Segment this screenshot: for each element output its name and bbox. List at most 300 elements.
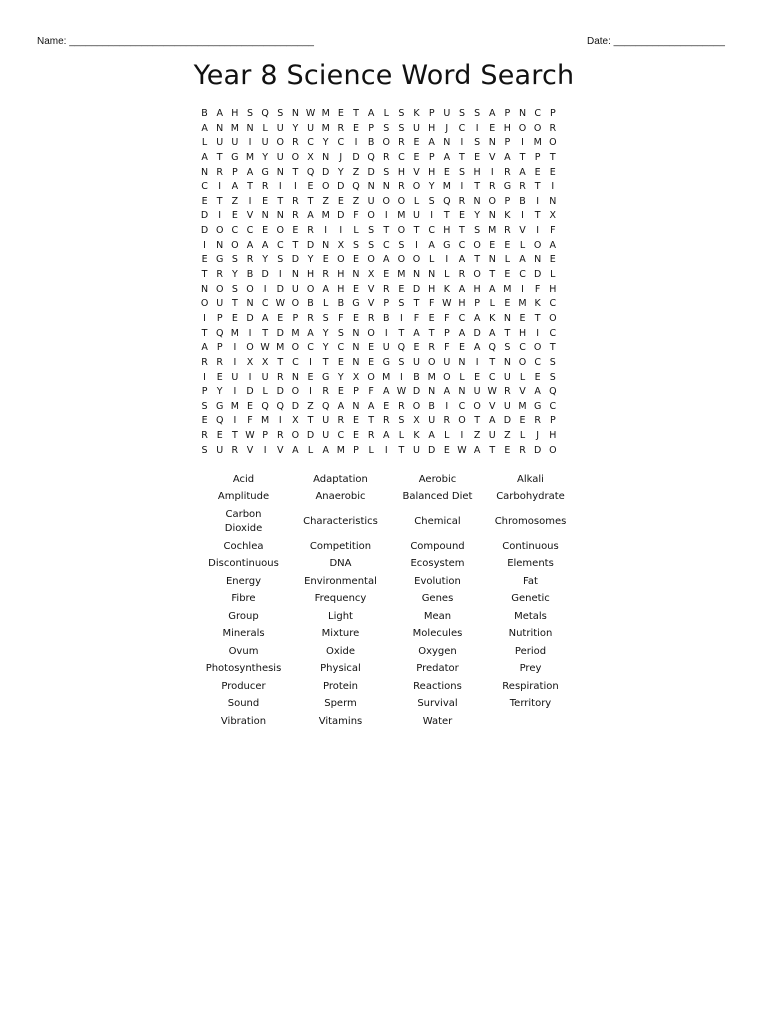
grid-letter[interactable]: T xyxy=(489,356,496,368)
grid-letter[interactable]: Z xyxy=(473,430,481,442)
grid-letter[interactable]: E xyxy=(368,356,375,368)
grid-letter[interactable]: I xyxy=(278,181,282,193)
grid-letter[interactable]: U xyxy=(307,122,315,134)
grid-letter[interactable]: Y xyxy=(216,386,223,398)
grid-letter[interactable]: H xyxy=(428,122,436,134)
grid-letter[interactable]: L xyxy=(262,122,268,134)
grid-letter[interactable]: L xyxy=(429,254,435,266)
grid-letter[interactable]: R xyxy=(292,195,299,207)
grid-letter[interactable]: U xyxy=(322,415,330,427)
grid-letter[interactable]: C xyxy=(337,342,345,354)
grid-letter[interactable]: I xyxy=(294,181,297,193)
grid-letter[interactable]: T xyxy=(534,181,541,193)
grid-letter[interactable]: I xyxy=(248,137,252,149)
grid-letter[interactable]: O xyxy=(412,181,421,193)
grid-letter[interactable]: S xyxy=(231,283,238,295)
grid-letter[interactable]: Y xyxy=(231,269,238,281)
grid-letter[interactable]: D xyxy=(534,269,542,281)
grid-letter[interactable]: T xyxy=(549,342,556,354)
grid-letter[interactable]: C xyxy=(246,225,254,237)
grid-letter[interactable]: I xyxy=(309,356,312,368)
grid-letter[interactable]: S xyxy=(398,298,405,310)
grid-letter[interactable]: A xyxy=(458,327,466,339)
grid-letter[interactable]: S xyxy=(352,239,359,251)
grid-letter[interactable]: E xyxy=(277,312,284,324)
grid-letter[interactable]: P xyxy=(504,108,511,119)
grid-letter[interactable]: N xyxy=(382,181,390,193)
grid-letter[interactable]: N xyxy=(367,181,375,193)
grid-letter[interactable]: R xyxy=(504,225,511,237)
grid-letter[interactable]: D xyxy=(306,239,315,251)
grid-letter[interactable]: E xyxy=(504,239,511,251)
grid-letter[interactable]: M xyxy=(245,151,255,163)
grid-letter[interactable]: A xyxy=(519,254,526,266)
grid-letter[interactable]: O xyxy=(397,225,406,237)
grid-letter[interactable]: B xyxy=(201,108,208,119)
grid-letter[interactable]: F xyxy=(534,283,541,295)
grid-letter[interactable]: Y xyxy=(322,137,329,149)
grid-letter[interactable]: T xyxy=(489,269,496,281)
grid-letter[interactable]: N xyxy=(352,342,360,354)
grid-letter[interactable]: A xyxy=(473,342,481,354)
grid-letter[interactable]: D xyxy=(337,210,345,222)
grid-letter[interactable]: I xyxy=(475,356,479,368)
grid-letter[interactable]: M xyxy=(321,108,330,119)
grid-letter[interactable]: I xyxy=(324,225,328,237)
grid-letter[interactable]: F xyxy=(353,210,359,222)
grid-letter[interactable]: U xyxy=(261,137,269,149)
grid-letter[interactable]: S xyxy=(368,239,375,251)
grid-letter[interactable]: S xyxy=(277,254,284,266)
grid-letter[interactable]: T xyxy=(231,430,238,442)
grid-letter[interactable]: I xyxy=(203,312,206,324)
grid-letter[interactable]: T xyxy=(353,108,359,119)
grid-letter[interactable]: E xyxy=(352,254,359,266)
grid-letter[interactable]: I xyxy=(430,210,434,222)
grid-letter[interactable]: V xyxy=(277,444,284,456)
grid-letter[interactable]: A xyxy=(367,108,375,119)
grid-letter[interactable]: N xyxy=(201,166,209,178)
grid-letter[interactable]: I xyxy=(399,371,403,383)
grid-letter[interactable]: O xyxy=(276,137,285,149)
grid-letter[interactable]: I xyxy=(278,269,282,281)
grid-letter[interactable]: R xyxy=(504,166,511,178)
grid-letter[interactable]: O xyxy=(246,283,254,295)
grid-letter[interactable]: O xyxy=(518,122,527,134)
grid-letter[interactable]: L xyxy=(459,371,465,383)
grid-letter[interactable]: D xyxy=(276,327,284,339)
grid-letter[interactable]: G xyxy=(443,239,451,251)
grid-letter[interactable]: U xyxy=(231,137,239,149)
grid-letter[interactable]: Y xyxy=(428,181,435,193)
grid-letter[interactable]: U xyxy=(216,298,224,310)
grid-letter[interactable]: N xyxy=(549,195,557,207)
grid-letter[interactable]: W xyxy=(442,298,452,310)
grid-letter[interactable]: S xyxy=(398,239,405,251)
grid-letter[interactable]: K xyxy=(413,108,420,119)
grid-letter[interactable]: S xyxy=(428,195,435,207)
grid-letter[interactable]: U xyxy=(382,342,390,354)
grid-letter[interactable]: P xyxy=(504,195,511,207)
grid-letter[interactable]: R xyxy=(519,181,526,193)
grid-letter[interactable]: T xyxy=(201,327,208,339)
grid-letter[interactable]: V xyxy=(519,386,526,398)
grid-letter[interactable]: V xyxy=(488,400,496,412)
grid-letter[interactable]: E xyxy=(352,283,359,295)
grid-letter[interactable]: L xyxy=(519,239,526,251)
grid-letter[interactable]: L xyxy=(201,137,208,149)
grid-letter[interactable]: A xyxy=(261,239,269,251)
grid-letter[interactable]: E xyxy=(458,210,465,222)
grid-letter[interactable]: S xyxy=(398,122,405,134)
grid-letter[interactable]: O xyxy=(291,386,300,398)
grid-letter[interactable]: A xyxy=(428,239,435,251)
grid-letter[interactable]: O xyxy=(427,356,436,368)
grid-letter[interactable]: P xyxy=(216,312,223,324)
grid-letter[interactable]: H xyxy=(231,108,239,119)
grid-letter[interactable]: C xyxy=(549,298,557,310)
grid-letter[interactable]: C xyxy=(488,371,496,383)
grid-letter[interactable]: I xyxy=(551,181,555,193)
grid-letter[interactable]: C xyxy=(337,137,345,149)
grid-letter[interactable]: M xyxy=(442,181,451,193)
grid-letter[interactable]: S xyxy=(474,108,481,119)
grid-letter[interactable]: R xyxy=(322,269,329,281)
grid-letter[interactable]: I xyxy=(536,195,540,207)
grid-letter[interactable]: N xyxy=(291,108,299,119)
grid-letter[interactable]: B xyxy=(519,195,526,207)
grid-letter[interactable]: M xyxy=(291,327,300,339)
grid-letter[interactable]: T xyxy=(428,327,435,339)
grid-letter[interactable]: A xyxy=(488,327,496,339)
grid-letter[interactable]: I xyxy=(233,415,237,427)
grid-letter[interactable]: N xyxy=(322,151,330,163)
grid-letter[interactable]: Q xyxy=(367,151,375,163)
grid-letter[interactable]: N xyxy=(246,122,254,134)
grid-letter[interactable]: S xyxy=(458,166,465,178)
grid-letter[interactable]: E xyxy=(322,254,329,266)
grid-letter[interactable]: U xyxy=(276,122,284,134)
grid-letter[interactable]: P xyxy=(368,122,374,134)
grid-letter[interactable]: A xyxy=(216,108,223,119)
grid-letter[interactable]: Q xyxy=(215,415,224,427)
grid-letter[interactable]: M xyxy=(518,298,527,310)
grid-letter[interactable]: V xyxy=(246,210,254,222)
grid-letter[interactable]: R xyxy=(337,122,345,134)
grid-letter[interactable]: X xyxy=(352,371,360,383)
grid-letter[interactable]: N xyxy=(473,195,481,207)
grid-letter[interactable]: I xyxy=(263,283,267,295)
grid-letter[interactable]: O xyxy=(382,137,390,149)
grid-letter[interactable]: E xyxy=(443,166,450,178)
grid-letter[interactable]: T xyxy=(519,151,526,163)
grid-letter[interactable]: M xyxy=(230,122,239,134)
grid-letter[interactable]: E xyxy=(504,269,511,281)
grid-letter[interactable]: I xyxy=(233,342,237,354)
grid-letter[interactable]: W xyxy=(305,108,316,119)
grid-letter[interactable]: R xyxy=(276,371,284,383)
grid-letter[interactable]: U xyxy=(216,444,224,456)
grid-letter[interactable]: T xyxy=(368,415,375,427)
grid-letter[interactable]: O xyxy=(473,400,481,412)
grid-letter[interactable]: C xyxy=(519,342,526,354)
grid-letter[interactable]: R xyxy=(382,283,390,295)
grid-letter[interactable]: M xyxy=(276,342,285,354)
grid-letter[interactable]: A xyxy=(383,386,390,398)
grid-letter[interactable]: N xyxy=(291,371,299,383)
grid-letter[interactable]: F xyxy=(444,312,450,324)
grid-letter[interactable]: D xyxy=(352,151,360,163)
grid-letter[interactable]: M xyxy=(261,415,270,427)
grid-letter[interactable]: B xyxy=(337,298,345,310)
grid-letter[interactable]: L xyxy=(550,269,556,281)
grid-letter[interactable]: D xyxy=(291,400,300,412)
grid-letter[interactable]: O xyxy=(412,400,421,412)
grid-letter[interactable]: O xyxy=(533,239,542,251)
grid-letter[interactable]: I xyxy=(203,239,206,251)
grid-letter[interactable]: H xyxy=(473,283,481,295)
grid-letter[interactable]: A xyxy=(383,254,390,266)
grid-letter[interactable]: U xyxy=(413,444,421,456)
grid-letter[interactable]: I xyxy=(263,444,267,456)
grid-letter[interactable]: J xyxy=(536,430,540,442)
grid-letter[interactable]: T xyxy=(201,269,208,281)
grid-letter[interactable]: Y xyxy=(262,254,269,266)
grid-letter[interactable]: I xyxy=(521,210,524,222)
grid-letter[interactable]: D xyxy=(246,312,254,324)
grid-letter[interactable]: W xyxy=(487,386,497,398)
grid-letter[interactable]: S xyxy=(383,122,390,134)
grid-letter[interactable]: I xyxy=(233,386,237,398)
grid-letter[interactable]: A xyxy=(443,386,451,398)
grid-letter[interactable]: M xyxy=(336,444,345,456)
grid-letter[interactable]: P xyxy=(474,298,480,310)
grid-letter[interactable]: T xyxy=(307,195,314,207)
grid-letter[interactable]: G xyxy=(216,400,224,412)
grid-letter[interactable]: I xyxy=(339,225,343,237)
grid-letter[interactable]: P xyxy=(292,312,299,324)
grid-letter[interactable]: H xyxy=(518,327,527,339)
grid-letter[interactable]: A xyxy=(488,283,496,295)
grid-letter[interactable]: O xyxy=(533,122,542,134)
grid-letter[interactable]: A xyxy=(534,386,541,398)
grid-letter[interactable]: V xyxy=(367,298,375,310)
grid-letter[interactable]: E xyxy=(337,108,344,119)
grid-letter[interactable]: E xyxy=(413,342,420,354)
grid-letter[interactable]: T xyxy=(474,254,480,266)
grid-letter[interactable]: T xyxy=(474,181,480,193)
grid-letter[interactable]: C xyxy=(307,342,314,354)
grid-letter[interactable]: M xyxy=(230,327,239,339)
grid-letter[interactable]: P xyxy=(549,108,556,119)
grid-letter[interactable]: U xyxy=(413,210,421,222)
grid-letter[interactable]: I xyxy=(521,137,524,149)
grid-letter[interactable]: E xyxy=(231,312,238,324)
grid-letter[interactable]: Q xyxy=(488,342,496,354)
grid-letter[interactable]: D xyxy=(412,283,421,295)
grid-letter[interactable]: U xyxy=(231,371,239,383)
grid-letter[interactable]: E xyxy=(262,195,269,207)
grid-letter[interactable]: N xyxy=(261,210,269,222)
grid-letter[interactable]: Y xyxy=(262,151,269,163)
grid-letter[interactable]: P xyxy=(216,342,223,354)
grid-letter[interactable]: Q xyxy=(215,327,224,339)
grid-letter[interactable]: U xyxy=(443,356,451,368)
grid-letter[interactable]: S xyxy=(368,225,375,237)
grid-letter[interactable]: E xyxy=(398,283,405,295)
grid-letter[interactable]: A xyxy=(443,151,451,163)
grid-letter[interactable]: D xyxy=(428,444,436,456)
grid-letter[interactable]: F xyxy=(428,298,435,310)
grid-letter[interactable]: B xyxy=(413,371,420,383)
grid-letter[interactable]: W xyxy=(457,444,467,456)
grid-letter[interactable]: R xyxy=(458,195,466,207)
grid-letter[interactable]: M xyxy=(503,283,512,295)
grid-letter[interactable]: E xyxy=(201,415,208,427)
grid-letter[interactable]: C xyxy=(534,356,541,368)
grid-letter[interactable]: O xyxy=(367,210,375,222)
grid-letter[interactable]: I xyxy=(384,210,388,222)
grid-letter[interactable]: R xyxy=(307,312,314,324)
grid-letter[interactable]: M xyxy=(397,269,406,281)
grid-letter[interactable]: Y xyxy=(322,327,329,339)
grid-letter[interactable]: D xyxy=(322,166,330,178)
grid-letter[interactable]: H xyxy=(306,269,315,281)
grid-letter[interactable]: U xyxy=(276,151,284,163)
grid-letter[interactable]: I xyxy=(536,225,540,237)
grid-letter[interactable]: N xyxy=(534,254,542,266)
grid-letter[interactable]: S xyxy=(231,254,238,266)
grid-letter[interactable]: E xyxy=(413,151,420,163)
grid-letter[interactable]: A xyxy=(261,312,269,324)
grid-letter[interactable]: X xyxy=(549,210,557,222)
grid-letter[interactable]: Y xyxy=(337,166,344,178)
grid-letter[interactable]: L xyxy=(353,225,359,237)
grid-letter[interactable]: P xyxy=(428,151,435,163)
grid-letter[interactable]: T xyxy=(413,298,420,310)
grid-letter[interactable]: O xyxy=(473,239,481,251)
grid-letter[interactable]: L xyxy=(323,298,329,310)
grid-letter[interactable]: N xyxy=(518,108,527,119)
grid-letter[interactable]: O xyxy=(291,151,300,163)
grid-letter[interactable]: I xyxy=(536,327,540,339)
grid-letter[interactable]: C xyxy=(382,239,390,251)
grid-letter[interactable]: L xyxy=(383,108,389,119)
grid-letter[interactable]: U xyxy=(291,283,299,295)
grid-letter[interactable]: L xyxy=(307,444,314,456)
grid-letter[interactable]: A xyxy=(337,400,345,412)
grid-letter[interactable]: I xyxy=(475,122,479,134)
grid-letter[interactable]: E xyxy=(352,415,359,427)
grid-letter[interactable]: G xyxy=(503,181,512,193)
grid-letter[interactable]: E xyxy=(383,269,390,281)
grid-letter[interactable]: G xyxy=(231,151,239,163)
grid-letter[interactable]: C xyxy=(276,239,284,251)
grid-letter[interactable]: H xyxy=(549,430,557,442)
grid-letter[interactable]: H xyxy=(428,166,436,178)
grid-letter[interactable]: R xyxy=(322,386,329,398)
grid-letter[interactable]: S xyxy=(201,400,208,412)
grid-letter[interactable]: F xyxy=(444,342,450,354)
grid-letter[interactable]: O xyxy=(382,195,390,207)
grid-letter[interactable]: E xyxy=(549,166,556,178)
grid-letter[interactable]: C xyxy=(292,356,299,368)
grid-letter[interactable]: X xyxy=(246,356,254,368)
grid-letter[interactable]: O xyxy=(231,239,239,251)
grid-letter[interactable]: E xyxy=(246,400,253,412)
grid-letter[interactable]: R xyxy=(534,415,541,427)
grid-letter[interactable]: N xyxy=(488,137,496,149)
grid-letter[interactable]: N xyxy=(276,210,284,222)
grid-letter[interactable]: M xyxy=(427,371,436,383)
grid-letter[interactable]: E xyxy=(428,312,435,324)
grid-letter[interactable]: X xyxy=(307,151,314,163)
grid-letter[interactable]: P xyxy=(504,137,511,149)
grid-letter[interactable]: U xyxy=(261,371,269,383)
grid-letter[interactable]: N xyxy=(488,210,496,222)
grid-letter[interactable]: O xyxy=(321,181,330,193)
grid-letter[interactable]: O xyxy=(367,254,375,266)
grid-letter[interactable]: F xyxy=(413,312,420,324)
grid-letter[interactable]: N xyxy=(503,312,511,324)
grid-letter[interactable]: R xyxy=(382,151,390,163)
grid-letter[interactable]: L xyxy=(444,430,450,442)
grid-letter[interactable]: I xyxy=(460,430,464,442)
grid-letter[interactable]: E xyxy=(549,254,556,266)
grid-letter[interactable]: E xyxy=(216,371,223,383)
grid-letter[interactable]: S xyxy=(383,166,390,178)
grid-letter[interactable]: A xyxy=(413,327,420,339)
grid-letter[interactable]: A xyxy=(322,444,329,456)
grid-letter[interactable]: R xyxy=(231,444,239,456)
grid-letter[interactable]: A xyxy=(488,108,496,119)
grid-letter[interactable]: R xyxy=(276,430,284,442)
grid-letter[interactable]: V xyxy=(488,151,496,163)
grid-letter[interactable]: E xyxy=(383,400,390,412)
grid-letter[interactable]: E xyxy=(292,225,299,237)
grid-letter[interactable]: R xyxy=(307,225,314,237)
grid-letter[interactable]: Q xyxy=(443,195,451,207)
grid-letter[interactable]: M xyxy=(321,210,330,222)
grid-letter[interactable]: S xyxy=(277,108,284,119)
grid-letter[interactable]: O xyxy=(291,430,300,442)
grid-letter[interactable]: A xyxy=(201,122,208,134)
grid-letter[interactable]: S xyxy=(504,342,511,354)
grid-letter[interactable]: R xyxy=(292,210,299,222)
grid-letter[interactable]: V xyxy=(519,225,526,237)
grid-letter[interactable]: E xyxy=(504,298,511,310)
grid-letter[interactable]: U xyxy=(216,137,224,149)
grid-letter[interactable]: A xyxy=(246,166,254,178)
grid-letter[interactable]: W xyxy=(275,298,285,310)
grid-letter[interactable]: I xyxy=(278,415,282,427)
grid-letter[interactable]: N xyxy=(352,327,360,339)
grid-letter[interactable]: E xyxy=(504,444,511,456)
grid-letter[interactable]: E xyxy=(443,444,450,456)
grid-letter[interactable]: H xyxy=(473,166,481,178)
grid-letter[interactable]: F xyxy=(338,312,344,324)
grid-letter[interactable]: G xyxy=(216,254,224,266)
grid-letter[interactable]: I xyxy=(384,444,388,456)
grid-letter[interactable]: T xyxy=(322,356,329,368)
grid-letter[interactable]: Z xyxy=(352,166,360,178)
grid-letter[interactable]: C xyxy=(519,269,526,281)
grid-letter[interactable]: R xyxy=(443,415,451,427)
grid-letter[interactable]: N xyxy=(216,239,224,251)
grid-letter[interactable]: N xyxy=(443,137,451,149)
grid-letter[interactable]: X xyxy=(261,356,269,368)
grid-letter[interactable]: S xyxy=(201,444,208,456)
